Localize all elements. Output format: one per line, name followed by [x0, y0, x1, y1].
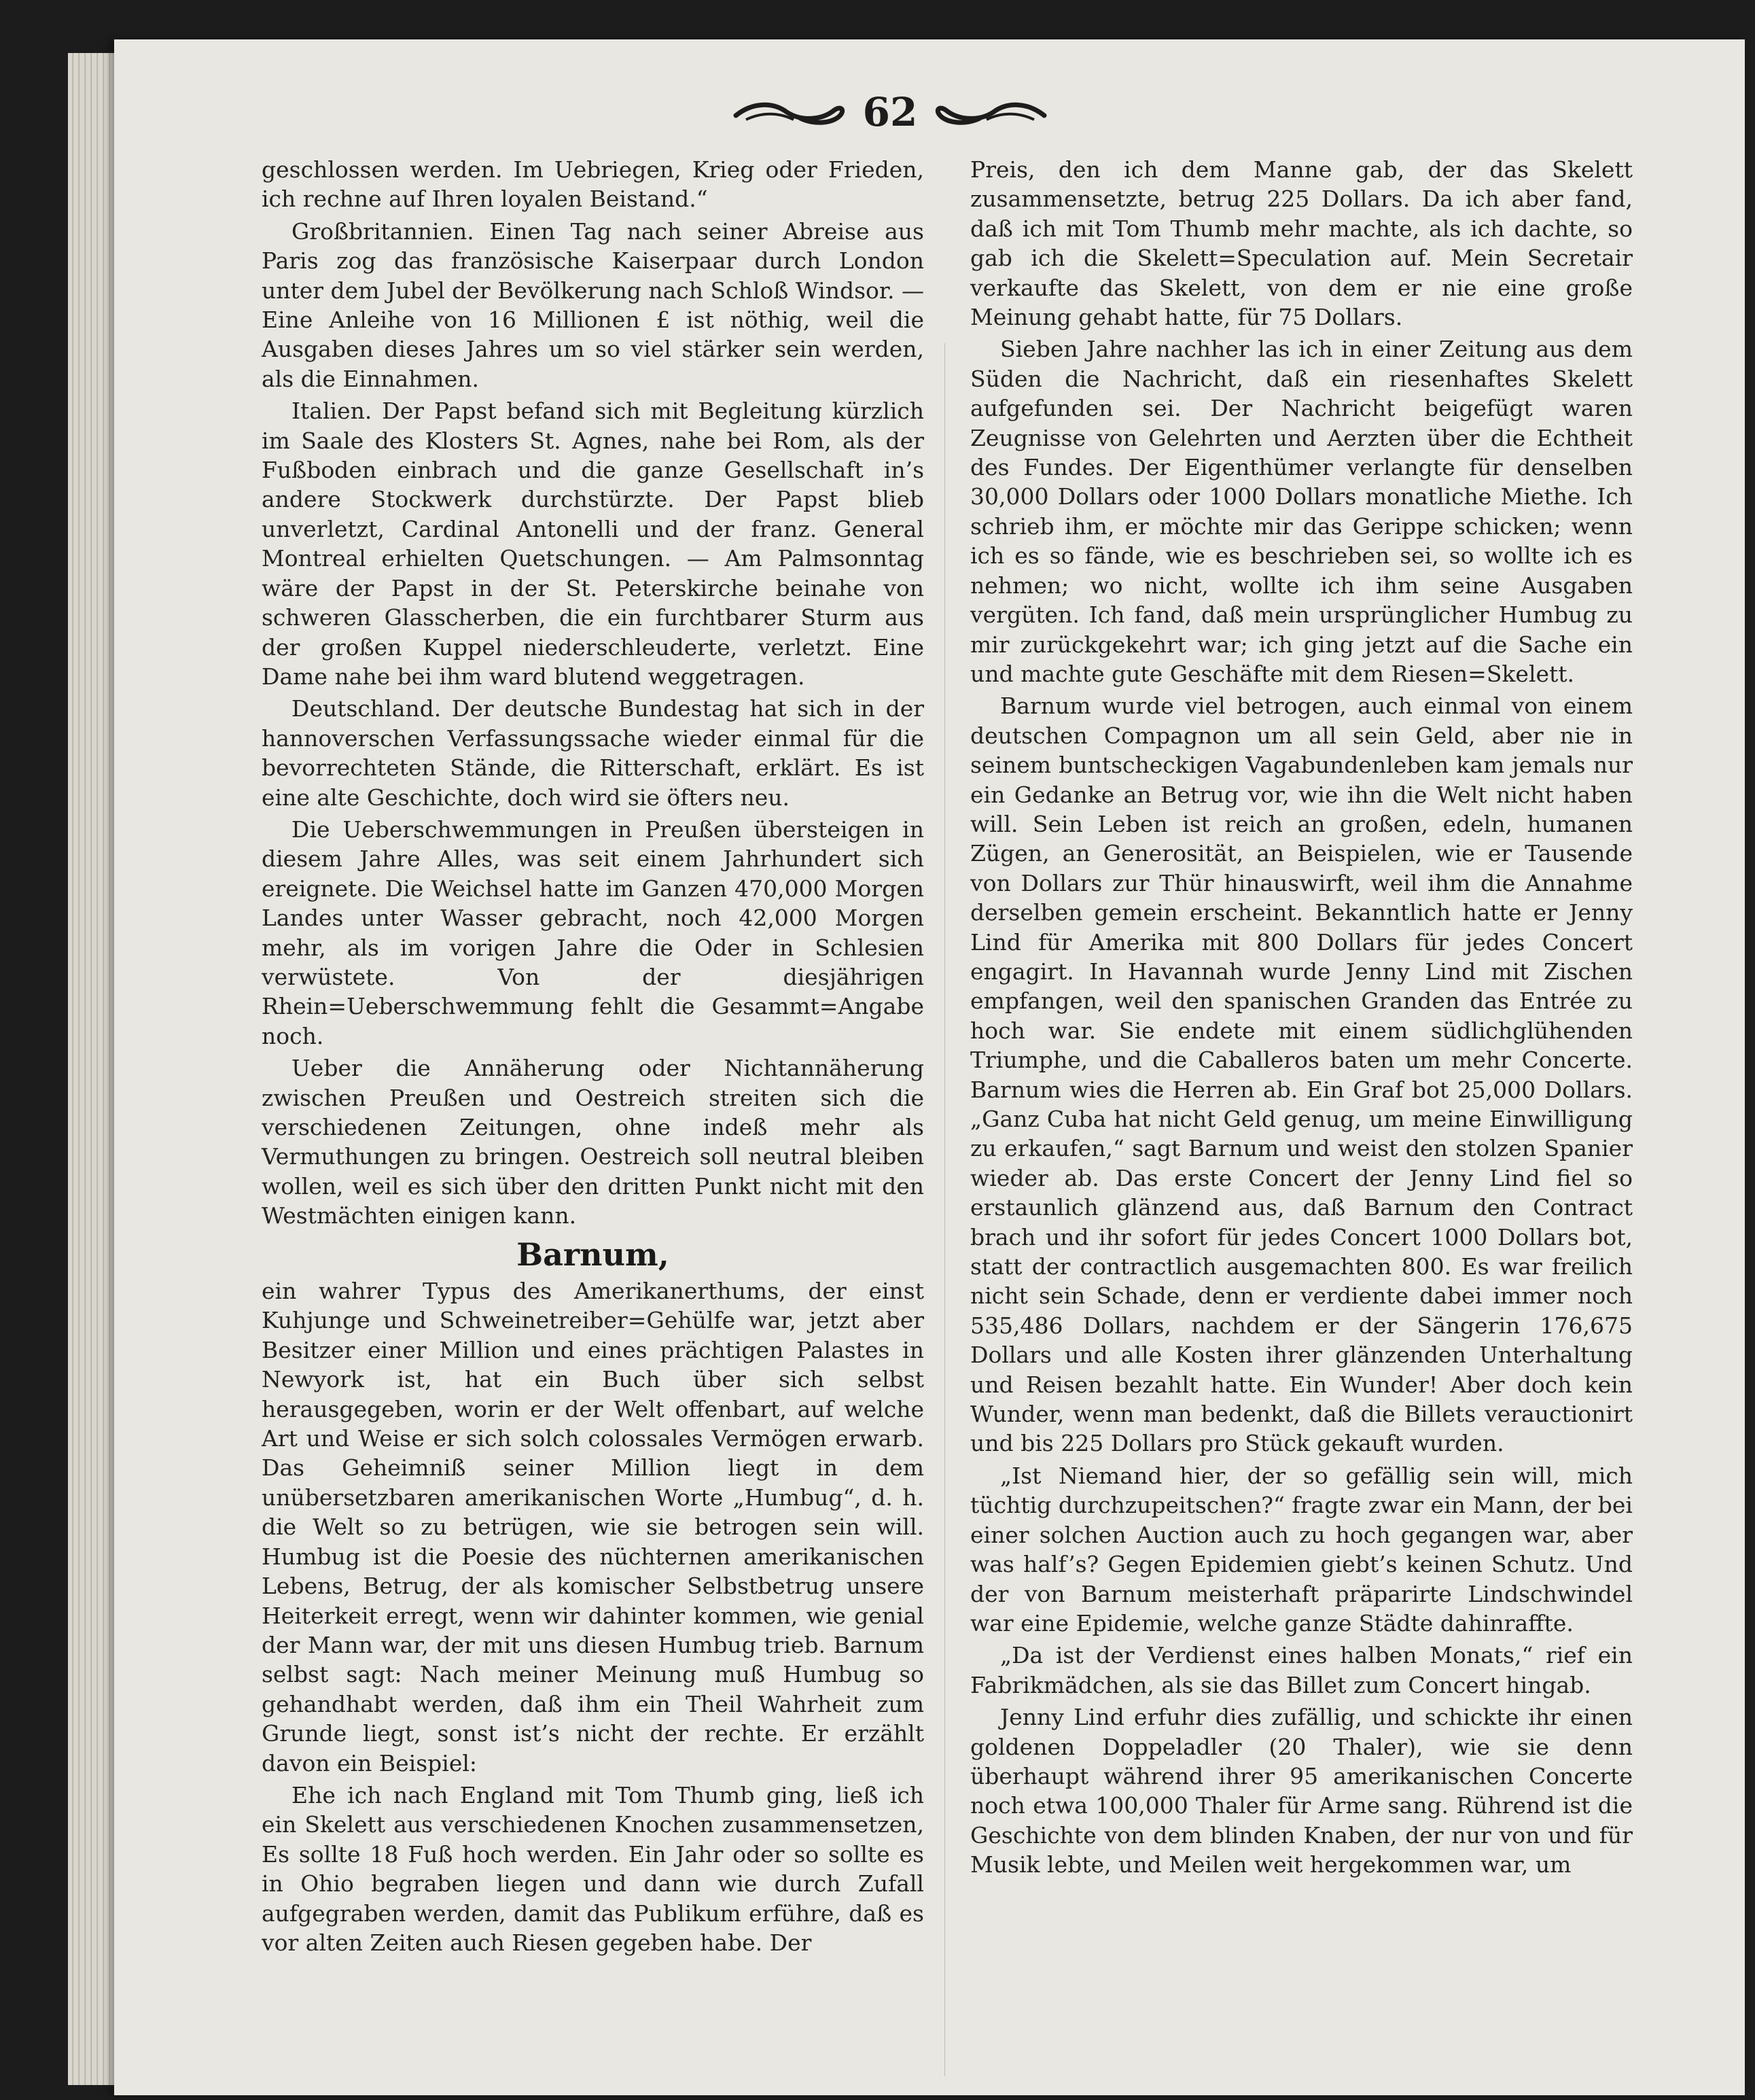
paragraph: Großbritannien. Einen Tag nach seiner Abreise aus Paris zog das französische Kaiserpaar durch London unter dem Jubel der Bevölkerung nach Schloß Windsor. — Eine Anleihe von 16 Millionen £ ist nöthig, weil die Ausgaben dieses Jahres um so viel stärker sein werden, als die Einnahmen. — [262, 217, 925, 392]
paragraph: Italien. Der Papst befand sich mit Begleitung kürzlich im Saale des Klosters St. Agnes, nahe bei Rom, als der Fußboden einbrach und die ganze Gesellschaft in’s andere Stockwerk durchstürzte. Der Papst blieb unverletzt, Cardinal Antonelli und der franz. General Montreal erhielten Quetschungen. — Am Palmsonntag wäre der Papst in der St. Peterskirche beinahe von schweren Glasscherben, die ein furchtbarer Sturm aus der großen Kuppel niederschleuderte, verletzt. Eine Dame nahe bei ihm ward blutend weggetragen. — [262, 398, 924, 690]
page-number: 62 — [862, 89, 918, 135]
paragraph: Preis, den ich dem Manne gab, der das Skelett zusammensetzte, betrug 225 Dollars. Da ich aber fand, daß ich mit Tom Thumb mehr machte, als ich dachte, so gab ich die Skelett=Speculation auf. Mein Secretair verkaufte das Skelett, von dem er nie eine große Meinung gehabt hatte, für 75 Dollars. — [970, 156, 1633, 331]
left-ornament-icon — [732, 95, 848, 129]
paragraph: „Ist Niemand hier, der so gefällig sein will, mich tüchtig durchzupeitschen?“ fragte zwar ein Mann, der bei einer solchen Auction auch zu hoch gegangen war, aber was half’s? Gegen Epidemien giebt’s keinen Schutz. Und der von Barnum meisterhaft präparirte Lindschwindel war eine Epidemie, welche ganze Städte dahinraffte. — [970, 1462, 1633, 1637]
paragraph: Barnum wurde viel betrogen, auch einmal von einem deutschen Compagnon um all sein Geld, aber nie in seinem buntscheckigen Vagabundenleben kam jemals nur ein Gedanke an Betrug vor, wie ihn die Welt nicht haben will. Sein Leben ist reich an großen, edeln, humanen Zügen, an Generosität, an Beispielen, wie er Tausende von Dollars zur Thür hinauswirft, weil ihm die Annahme derselben gemein erscheint. Bekanntlich hatte er Jenny Lind für Amerika mit 800 Dollars für jedes Concert engagirt. In Havannah wurde Jenny Lind mit Zischen empfangen, weil den spanischen Granden das Entrée zu hoch war. Sie endete mit einem südlichglühenden Triumphe, und die Caballeros baten um mehr Concerte. Barnum wies die Herren ab. Ein Graf bot 25,000 Dollars. „Ganz Cuba hat nicht Geld genug, um meine Einwilligung zu erkaufen,“ sagt Barnum und weist den stolzen Spanier wieder ab. Das erste Concert der Jenny Lind fiel so erstaunlich glänzend aus, daß Barnum den Contract brach und ihr sofort für jedes Concert 1000 Dollars bot, statt der contractlich ausgemachten 800. Es war freilich nicht sein Schade, denn er verdiente dabei immer noch 535,486 Dollars, nachdem er der Sängerin 176,675 Dollars und alle Kosten ihrer glänzenden Unterhaltung und Reisen bezahlt hatte. Ein Wunder! Aber doch kein Wunder, wenn man bedenkt, daß die Billets verauctionirt und bis 225 Dollars pro Stück gekauft wurden. — [970, 693, 1633, 1457]
right-column — [970, 155, 1633, 1883]
paragraph: Sieben Jahre nachher las ich in einer Zeitung aus dem Süden die Nachricht, daß ein riesenhaftes Skelett aufgefunden sei. Der Nachricht beigefügt waren Zeugnisse von Gelehrten und Aerzten über die Echtheit des Fundes. Der Eigenthümer verlangte für denselben 30,000 Dollars oder 1000 Dollars monatliche Miethe. Ich schrieb ihm, er möchte mir das Gerippe schicken; wenn ich es so fände, wie es beschrieben sei, so wollte ich es nehmen; wo nicht, wollte ich ihm seine Ausgaben vergüten. Ich fand, daß mein ursprünglicher Humbug zu mir zurückgekehrt war; ich ging jetzt auf die Sache ein und machte gute Geschäfte mit dem Riesen=Skelett. — [970, 336, 1633, 687]
right-ornament-icon — [932, 95, 1048, 129]
page-header — [707, 82, 1074, 143]
article-body-right — [970, 155, 1633, 1880]
article-body-left — [262, 1276, 924, 1957]
paragraph: Deutschland. Der deutsche Bundestag hat sich in der hannoverschen Verfassungssache wieder einmal für die bevorrechteten Stände, die Ritterschaft, erklärt. Es ist eine alte Geschichte, doch wird sie öfters neu. — [262, 695, 924, 811]
left-column — [262, 155, 924, 1960]
paragraph: Ehe ich nach England mit Tom Thumb ging, ließ ich ein Skelett aus verschiedenen Knochen zusammensetzen, Es sollte 18 Fuß hoch werden. Ein Jahr oder so sollte es in Ohio begraben liegen und dann wie durch Zufall aufgegraben werden, damit das Publikum erführe, daß es vor alten Zeiten auch Riesen gegeben habe. Der — [262, 1781, 924, 1956]
column-divider — [944, 343, 945, 2076]
paragraph: Die Ueberschwemmungen in Preußen übersteigen in diesem Jahre Alles, was seit einem Jahrhundert sich ereignete. Die Weichsel hatte im Ganzen 470,000 Morgen Landes unter Wasser gebracht, noch 42,000 Morgen mehr, als im vorigen Jahre die Oder in Schlesien verwüstete. Von der diesjährigen Rhein=Ueberschwemmung fehlt die Gesammt=Angabe noch. — [262, 816, 924, 1049]
paragraph: ein wahrer Typus des Amerikanerthums, der einst Kuhjunge und Schweinetreiber=Gehülfe war, jetzt aber Besitzer einer Million und eines prächtigen Palastes in Newyork ist, hat ein Buch über sich selbst herausgegeben, worin er der Welt offenbart, auf welche Art und Weise er sich solch colossales Vermögen erwarb. Das Geheimniß seiner Million liegt in dem unübersetzbaren amerikanischen Worte „Humbug“, d. h. die Welt so zu betrügen, wie sie betrogen sein will. Humbug ist die Poesie des nüchternen amerikanischen Lebens, Betrug, der als komischer Selbstbetrug unsere Heiterkeit erregt, wenn wir dahinter kommen, wie genial der Mann war, der mit uns diesen Humbug trieb. Barnum selbst sagt: Nach meiner Meinung muß Humbug so gehandhabt werden, daß ihm ein Theil Wahrheit zum Grunde liegt, sonst ist’s nicht der rechte. Er erzählt davon ein Beispiel: — [262, 1278, 924, 1777]
paragraph: „Da ist der Verdienst eines halben Monats,“ rief ein Fabrikmädchen, als sie das Billet zum Concert hingab. — [970, 1642, 1633, 1698]
paragraph: Ueber die Annäherung oder Nichtannäherung zwischen Preußen und Oestreich streiten sich die verschiedenen Zeitungen, ohne indeß mehr als Vermuthungen zu bringen. Oestreich soll neutral bleiben wollen, weil es sich über den dritten Punkt nicht mit den Westmächten einigen kann. — [262, 1055, 924, 1229]
paragraph: geschlossen werden. Im Uebriegen, Krieg oder Frieden, ich rechne auf Ihren loyalen Beistand.“ — [262, 156, 924, 213]
article-heading: Barnum, — [516, 1236, 669, 1273]
paragraph: Jenny Lind erfuhr dies zufällig, und schickte ihr einen goldenen Doppeladler (20 Thaler), wie sie denn überhaupt während ihrer 95 amerikanischen Concerte noch etwa 100,000 Thaler für Arme sang. Rührend ist die Geschichte von dem blinden Knaben, der nur von und für Musik lebte, und Meilen weit hergekommen war, um — [970, 1704, 1633, 1878]
news-section — [262, 155, 924, 1231]
